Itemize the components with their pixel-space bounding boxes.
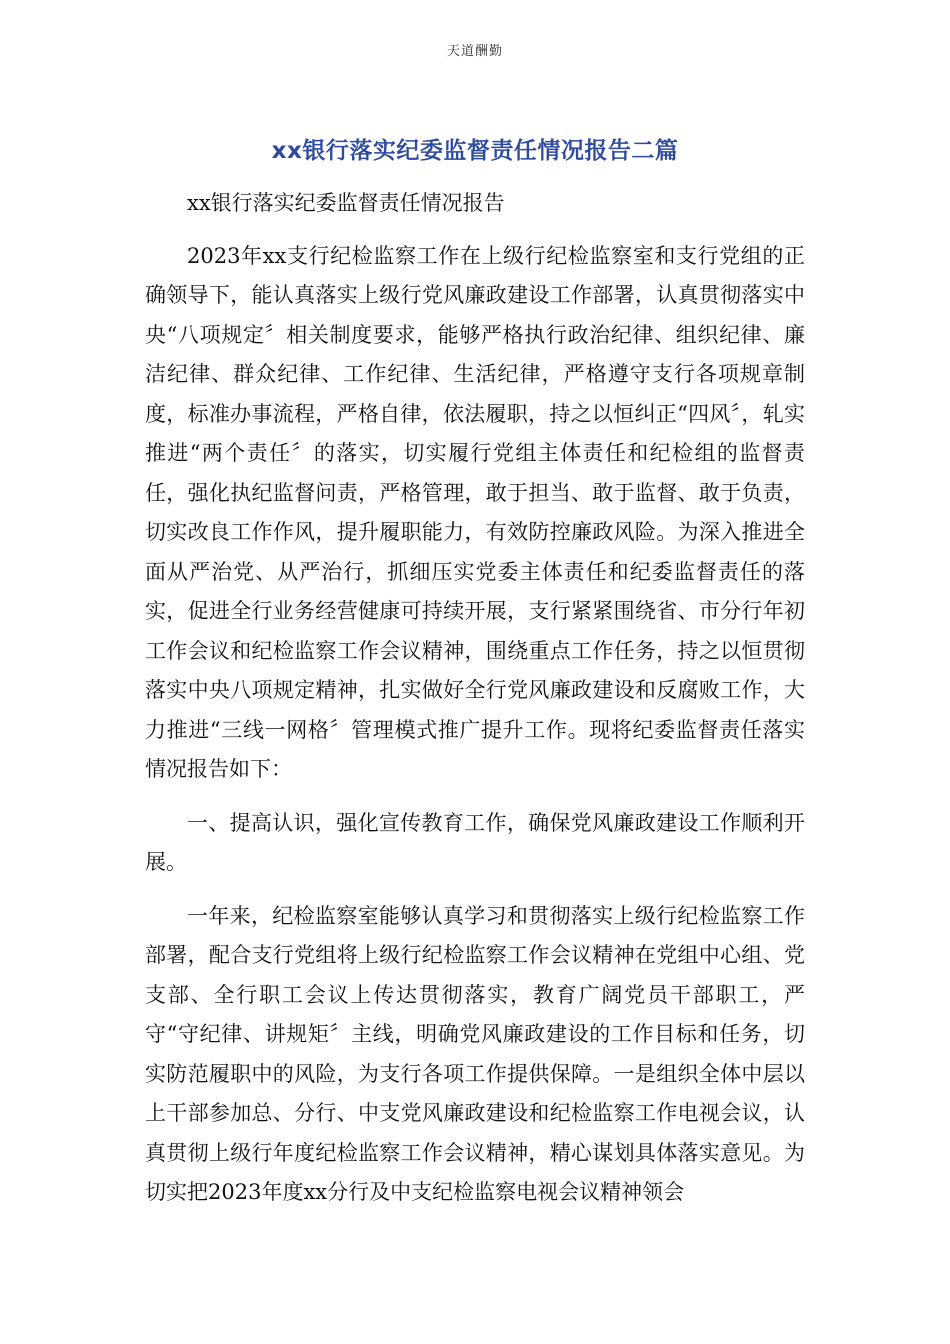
page-header: 天道酬勤 — [446, 44, 503, 59]
body-paragraph-2: 一年来，纪检监察室能够认真学习和贯彻落实上级行纪检监察工作部署，配合支行党组将上级行纪检监察工作会议精神在党组中心组、党支部、全行职工会议上传达贯彻落实，教育广阔党员干部职工，严守“守纪律、讲规矩〞主线，明确党风廉政建设的工作目标和任务，切实防范履职中的风险，为支行各项工作提供保障。一是组织全体中层以上干部参加总、分行、中支党风廉政建设和纪检监察工作电视会议，认真贯彻上级行年度纪检监察工作会议精神，精心谋划具体落实意见。为切实把2023年度xx分行及中支纪检监察电视会议精神领会 — [145, 903, 805, 1204]
document-body — [145, 184, 805, 1227]
document-title: xx银行落实纪委监督责任情况报告二篇 — [271, 138, 679, 164]
section-heading-1: 一、提高认识，强化宣传教育工作，确保党风廉政建设工作顺利开展。 — [145, 810, 805, 874]
document-subtitle: xx银行落实纪委监督责任情况报告 — [187, 191, 505, 215]
body-paragraph-1: 2023年xx支行纪检监察工作在上级行纪检监察室和支行党组的正确领导下，能认真落实上级行党风廉政建设工作部署，认真贯彻落实中央“八项规定〞相关制度要求，能够严格执行政治纪律、组织纪律、廉洁纪律、群众纪律、工作纪律、生活纪律，严格遵守支行各项规章制度，标准办事流程，严格自律，依法履职，持之以恒纠正“四风〞，轧实推进“两个责任〞的落实，切实履行党组主体责任和纪检组的监督责任，强化执纪监督问责，严格管理，敢于担当、敢于监督、敢于负责，切实改良工作作风，提升履职能力，有效防控廉政风险。为深入推进全面从严治党、从严治行，抓细压实党委主体责任和纪委监督责任的落实，促进全行业务经营健康可持续开展，支行紧紧围绕省、市分行年初工作会议和纪检监察工作会议精神，围绕重点工作任务，持之以恒贯彻落实中央八项规定精神，扎实做好全行党风廉政建设和反腐败工作，大力推进“三线一网格〞管理模式推广提升工作。现将纪委监督责任落实情况报告如下： — [145, 243, 805, 781]
